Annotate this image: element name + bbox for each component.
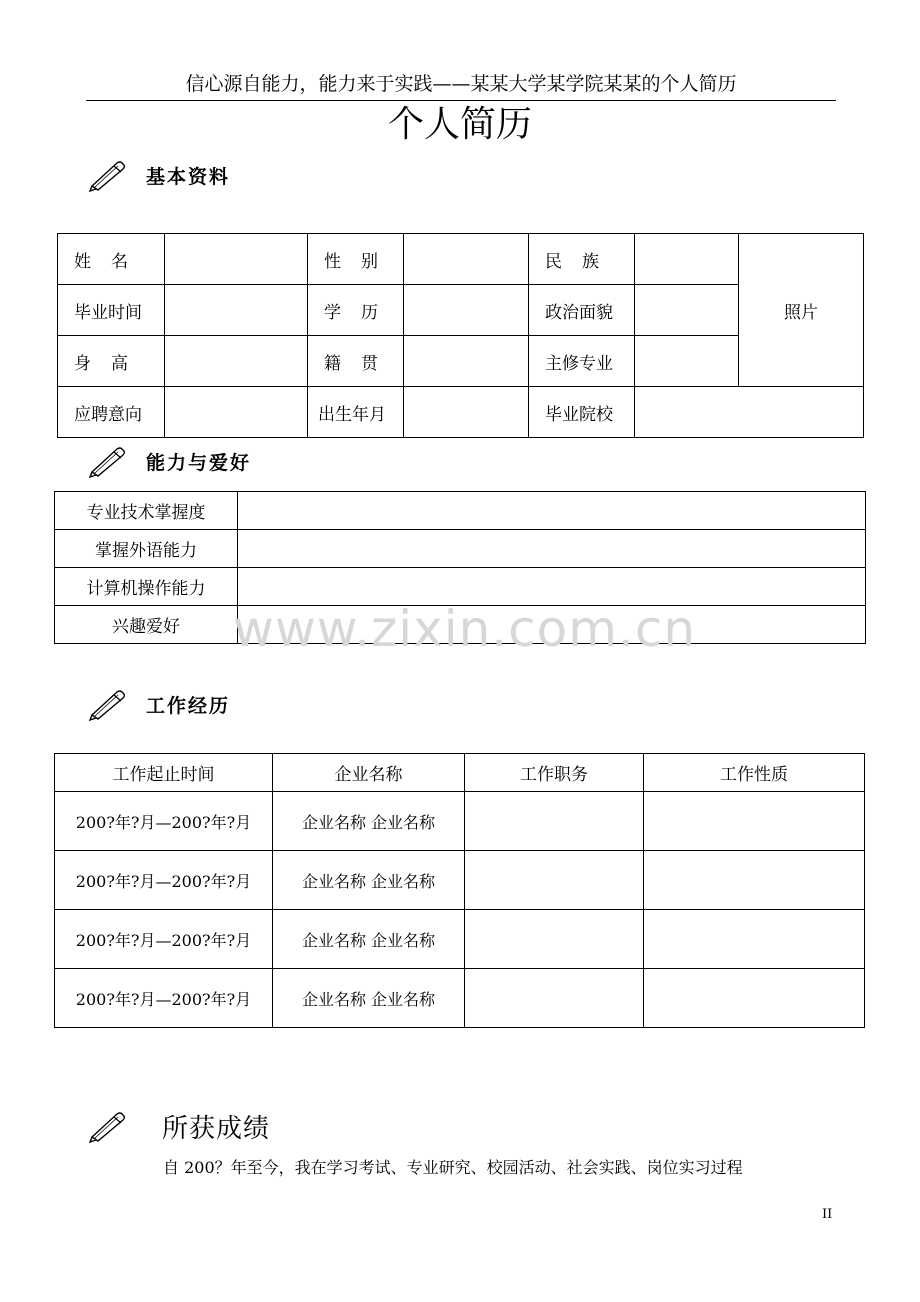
section-ability bbox=[88, 443, 251, 479]
height-field[interactable] bbox=[165, 336, 308, 387]
page-title: 个人简历 bbox=[387, 104, 532, 145]
ability-table bbox=[54, 491, 866, 644]
education-label bbox=[308, 285, 404, 336]
section-title-basic: 基本资料 bbox=[146, 165, 231, 188]
label-char: 性 bbox=[324, 251, 341, 272]
section-basic-info bbox=[88, 157, 230, 193]
label-char: 名 bbox=[111, 251, 128, 272]
nature-cell[interactable] bbox=[644, 792, 865, 851]
table-header-row bbox=[55, 754, 865, 792]
label-char: 学 bbox=[324, 302, 341, 323]
ability-value-field[interactable] bbox=[238, 530, 866, 568]
section-achievements bbox=[88, 1108, 270, 1144]
period-cell[interactable]: 200?年?月—200?年?月 bbox=[55, 851, 273, 910]
table-row bbox=[55, 969, 865, 1028]
major-field[interactable] bbox=[635, 336, 739, 387]
label-char: 姓 bbox=[74, 251, 91, 272]
label-char: 籍 bbox=[324, 353, 341, 374]
label-char: 高 bbox=[111, 353, 128, 374]
watermark: www.zixin.com.cn bbox=[233, 600, 697, 658]
column-header: 工作起止时间 bbox=[55, 754, 273, 792]
ability-label: 计算机操作能力 bbox=[55, 568, 238, 606]
pen-icon bbox=[88, 158, 128, 192]
company-cell[interactable]: 企业名称 企业名称 bbox=[273, 969, 465, 1028]
pen-icon bbox=[88, 444, 128, 478]
pen-icon bbox=[88, 687, 128, 721]
company-cell[interactable]: 企业名称 企业名称 bbox=[273, 792, 465, 851]
role-cell[interactable] bbox=[465, 851, 644, 910]
position-applied-field[interactable] bbox=[165, 387, 308, 438]
position-applied-label: 应聘意向 bbox=[58, 387, 165, 438]
achievements-paragraph: 自 200？年至今，我在学习考试、专业研究、校园活动、社会实践、岗位实习过程 bbox=[163, 1158, 743, 1177]
ability-value-field[interactable] bbox=[238, 492, 866, 530]
education-field[interactable] bbox=[404, 285, 529, 336]
section-title-ability: 能力与爱好 bbox=[146, 451, 252, 474]
ethnicity-label-text bbox=[545, 247, 619, 272]
ethnicity-field[interactable] bbox=[635, 234, 739, 285]
political-status-field[interactable] bbox=[635, 285, 739, 336]
ethnicity-label bbox=[529, 234, 635, 285]
column-header: 企业名称 bbox=[273, 754, 465, 792]
section-title-achievements: 所获成绩 bbox=[162, 1113, 271, 1144]
period-cell[interactable]: 200?年?月—200?年?月 bbox=[55, 910, 273, 969]
graduation-time-label: 毕业时间 bbox=[58, 285, 165, 336]
education-label-text bbox=[324, 298, 398, 323]
company-cell[interactable]: 企业名称 企业名称 bbox=[273, 851, 465, 910]
school-label: 毕业院校 bbox=[529, 387, 635, 438]
table-row bbox=[55, 910, 865, 969]
company-cell[interactable]: 企业名称 企业名称 bbox=[273, 910, 465, 969]
table-row bbox=[55, 492, 866, 530]
graduation-time-field[interactable] bbox=[165, 285, 308, 336]
ability-label: 掌握外语能力 bbox=[55, 530, 238, 568]
table-row bbox=[58, 234, 864, 285]
basic-info-table bbox=[57, 233, 864, 438]
role-cell[interactable] bbox=[465, 910, 644, 969]
birth-date-label: 出生年月 bbox=[308, 387, 404, 438]
table-row bbox=[55, 851, 865, 910]
name-field[interactable] bbox=[165, 234, 308, 285]
section-work bbox=[88, 686, 230, 722]
role-cell[interactable] bbox=[465, 969, 644, 1028]
work-table bbox=[54, 753, 865, 1028]
height-label bbox=[58, 336, 165, 387]
height-label-text bbox=[74, 349, 148, 374]
period-cell[interactable]: 200?年?月—200?年?月 bbox=[55, 969, 273, 1028]
ability-label: 兴趣爱好 bbox=[55, 606, 238, 644]
label-char: 族 bbox=[582, 251, 599, 272]
column-header: 工作职务 bbox=[465, 754, 644, 792]
nature-cell[interactable] bbox=[644, 851, 865, 910]
ability-value-field[interactable] bbox=[238, 606, 866, 644]
gender-label bbox=[308, 234, 404, 285]
nature-cell[interactable] bbox=[644, 910, 865, 969]
nature-cell[interactable] bbox=[644, 969, 865, 1028]
role-cell[interactable] bbox=[465, 792, 644, 851]
native-place-label bbox=[308, 336, 404, 387]
pen-icon bbox=[88, 1109, 128, 1143]
label-char: 历 bbox=[361, 302, 378, 323]
gender-field[interactable] bbox=[404, 234, 529, 285]
table-row bbox=[58, 387, 864, 438]
native-place-field[interactable] bbox=[404, 336, 529, 387]
ability-value-field[interactable] bbox=[238, 568, 866, 606]
name-label bbox=[58, 234, 165, 285]
native-place-label-text bbox=[324, 349, 398, 374]
table-row bbox=[55, 792, 865, 851]
table-row bbox=[55, 568, 866, 606]
school-field[interactable] bbox=[635, 387, 864, 438]
photo-placeholder[interactable]: 照片 bbox=[739, 234, 864, 387]
birth-date-field[interactable] bbox=[404, 387, 529, 438]
label-char: 别 bbox=[361, 251, 378, 272]
section-title-work: 工作经历 bbox=[146, 694, 231, 717]
label-char: 身 bbox=[74, 353, 91, 374]
table-row bbox=[55, 530, 866, 568]
major-label: 主修专业 bbox=[529, 336, 635, 387]
table-row bbox=[55, 606, 866, 644]
label-char: 贯 bbox=[361, 353, 378, 374]
gender-label-text bbox=[324, 247, 398, 272]
period-cell[interactable]: 200?年?月—200?年?月 bbox=[55, 792, 273, 851]
political-status-label: 政治面貌 bbox=[529, 285, 635, 336]
page-header: 信心源自能力，能力来于实践——某某大学某学院某某的个人简历 bbox=[86, 68, 836, 101]
label-char: 民 bbox=[545, 251, 562, 272]
page-number: II bbox=[822, 1207, 833, 1222]
ability-label: 专业技术掌握度 bbox=[55, 492, 238, 530]
column-header: 工作性质 bbox=[644, 754, 865, 792]
